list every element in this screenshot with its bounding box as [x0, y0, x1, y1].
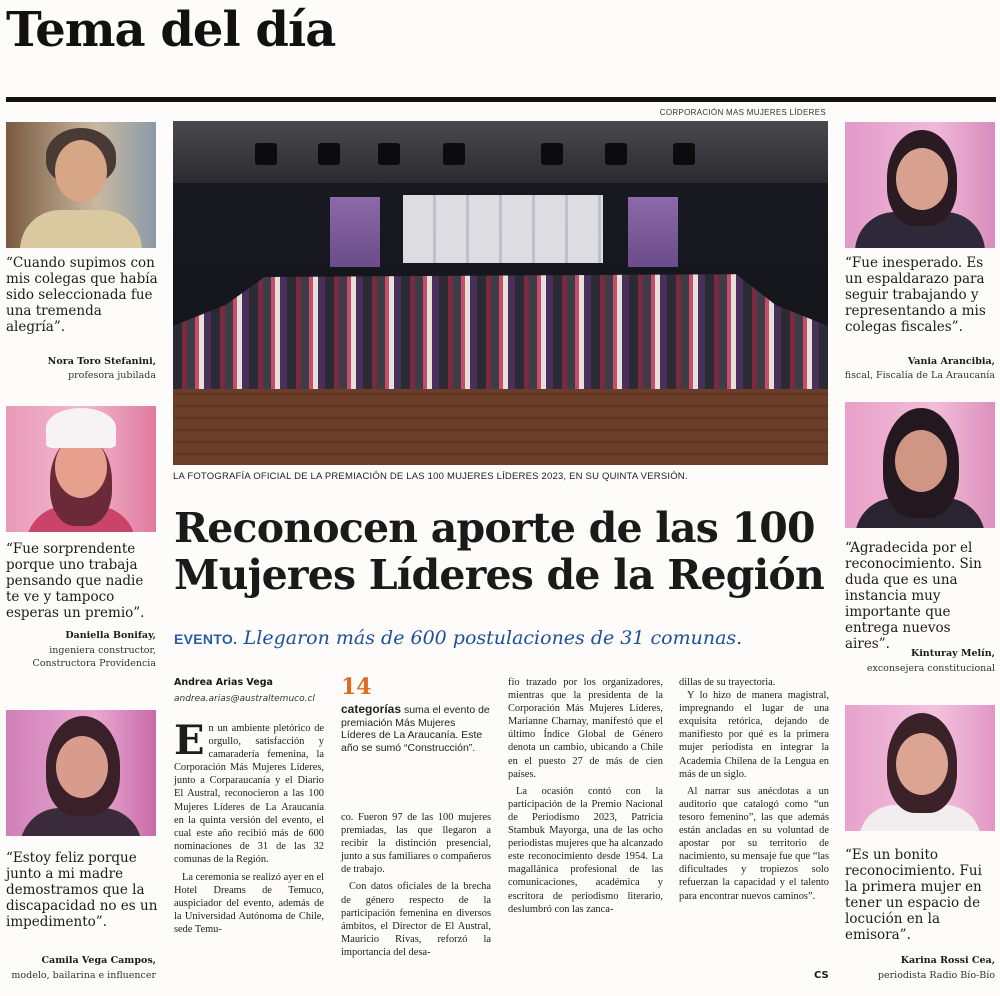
- quote-6: “Es un bonito reconocimiento. Fui la primera mujer en tener un espacio de locución en la emisora”.: [845, 847, 982, 943]
- photo-credit: CORPORACIÓN MAS MUJERES LÍDERES: [659, 108, 826, 117]
- paragraph: n un ambiente pletórico de orgullo, satisfacción y camaradería femenina, la Corporación Más Mujeres Líderes, junto a Corparaucanía y el Diario El Austral, reconocieron a las 100 Mujeres Líderes de La Araucanía en la quinta versión del evento, el cual este año recibió más de 600 nominaciones de 31 de las 32 comunas de la Región.: [174, 723, 324, 865]
- portrait-vania-arancibia: [845, 122, 995, 248]
- event-banner: [330, 197, 380, 267]
- quote-2-role: ingeniera constructor, Constructora Providencia: [32, 645, 156, 669]
- quote-3: “Estoy feliz porque junto a mi madre demostramos que la discapacidad no es un impedimento”.: [6, 850, 158, 930]
- paragraph: co. Fueron 97 de las 100 mujeres premiadas, las que llegaron a recibir la distinción presencial, junto a sus familiares o compañeros de trabajo.: [341, 812, 491, 876]
- sponsor-backdrop: [403, 195, 603, 263]
- portrait-nora-toro: [6, 122, 156, 248]
- portrait-daniella-bonifay: [6, 406, 156, 532]
- stat-box: [341, 703, 491, 754]
- paragraph: dillas de su trayectoria.: [679, 677, 776, 688]
- article-column-1: [174, 717, 324, 937]
- quote-6-name: Karina Rossi Cea,: [900, 955, 995, 966]
- drop-cap: E: [174, 717, 205, 764]
- headline-line-2: Mujeres Líderes de la Región: [174, 551, 824, 599]
- stage-light: [255, 143, 277, 165]
- stage-light: [673, 143, 695, 165]
- quote-4-name: Vania Arancibia,: [907, 356, 995, 367]
- photo-floor: [173, 377, 828, 465]
- quote-6-role: periodista Radio Bío-Bío: [877, 970, 995, 981]
- section-title: Tema del día: [6, 2, 336, 58]
- quote-4-role: fiscal, Fiscalía de La Araucanía: [844, 370, 995, 381]
- portrait-karina-rossi: [845, 705, 995, 831]
- quote-4: “Fue inesperado. Es un espaldarazo para seguir trabajando y representando a mis colegas fiscales”.: [845, 255, 986, 335]
- photo-caption: LA FOTOGRAFÍA OFICIAL DE LA PREMIACIÓN DE LAS 100 MUJERES LÍDERES 2023, EN SU QUINTA VERSIÓN.: [173, 471, 688, 482]
- quote-1-name: Nora Toro Stefanini,: [47, 356, 156, 367]
- stage-light: [318, 143, 340, 165]
- quote-5-role: exconsejera constitucional: [866, 663, 995, 674]
- article-column-4: [679, 676, 829, 903]
- kicker-text: Llegaron más de 600 postulaciones de 31 comunas.: [243, 627, 743, 649]
- paragraph: fío trazado por los organizadores, mientras que la presidenta de la Corporación Más Mujeres Líderes, Marianne Charnay, manifestó que el último Índice Global de Género denota un cambio, ubicando a Chile en el puesto 27 de más de cien países.: [508, 677, 663, 780]
- stage-light: [443, 143, 465, 165]
- headline-line-1: Reconocen aporte de las 100: [174, 504, 815, 552]
- stat-text: suma el evento de premiación Más Mujeres Líderes de La Araucanía. Este año se sumó “Construcción”.: [341, 704, 490, 754]
- stage-light: [605, 143, 627, 165]
- quote-2-name: Daniella Bonifay,: [65, 630, 156, 641]
- main-photo: [173, 121, 828, 465]
- article-column-2: [341, 811, 491, 959]
- header-rule: [6, 97, 996, 102]
- quote-1-role: profesora jubilada: [68, 370, 156, 381]
- stat-bold: categorías: [341, 702, 402, 716]
- paragraph: La ceremonia se realizó ayer en el Hotel Dreams de Temuco, auspiciador del evento, además de la Universidad Autónoma de Chile, sede Temu-: [174, 872, 324, 936]
- headline: [174, 505, 834, 599]
- event-banner: [628, 197, 678, 267]
- quote-3-name: Camila Vega Campos,: [41, 955, 156, 966]
- paragraph: Y lo hizo de manera magistral, impregnando el lugar de una exquisita retórica, dejando de manifiesto por qué es la primera mujer periodista en integrar la Academia Chilena de la Lengua en más de un siglo.: [679, 690, 829, 780]
- end-mark: CS: [814, 970, 829, 981]
- quote-5: “Agradecida por el reconocimiento. Sin duda que es una instancia muy importante que entrega nuevos aires”.: [845, 540, 982, 652]
- paragraph: Con datos oficiales de la brecha de género respecto de la participación femenina en diversos ámbitos, el Director de El Austral, Mauricio Rivas, reforzó la importancia del desa-: [341, 881, 491, 958]
- kicker-label: EVENTO.: [174, 631, 238, 647]
- author-email: andrea.arias@australtemuco.cl: [174, 694, 315, 704]
- quote-3-role: modelo, bailarina e influencer: [11, 970, 156, 981]
- stage-light: [541, 143, 563, 165]
- group-of-women: [173, 249, 828, 389]
- article-column-3: [508, 676, 663, 916]
- author-byline: Andrea Arias Vega: [174, 677, 273, 688]
- hard-hat-icon: [46, 408, 116, 448]
- stage-light: [378, 143, 400, 165]
- paragraph: La ocasión contó con la participación de la Premio Nacional de Periodismo 2023, Patricia Stambuk Mayorga, una de las ocho periodistas mujeres que ha alcanzado este reconocimiento desde 1954. La magallánica profesional de las comunicaciones, académica y escritora de periodismo literario, deslumbró con las zanca-: [508, 785, 663, 915]
- paragraph: Al narrar sus anécdotas a un auditorio que catalogó como “un tesoro femenino”, las que además están ancladas en su voluntad de apostar por su territorio de nacimiento, su mensaje fue que “las dificultades y tropiezos solo refuerzan la capacidad y el talento para encontrar nuevos caminos”.: [679, 785, 829, 902]
- kicker: [174, 625, 834, 649]
- quote-1: “Cuando supimos con mis colegas que había sido seleccionada fue una tremenda alegría”.: [6, 255, 158, 335]
- portrait-camila-vega: [6, 710, 156, 836]
- stat-number: 14: [341, 674, 372, 700]
- quote-2: “Fue sorprendente porque uno trabaja pensando que nadie te ve y tampoco esperas un premio”.: [6, 541, 145, 621]
- portrait-kinturay-melin: [845, 402, 995, 528]
- quote-5-name: Kinturay Melín,: [910, 648, 995, 659]
